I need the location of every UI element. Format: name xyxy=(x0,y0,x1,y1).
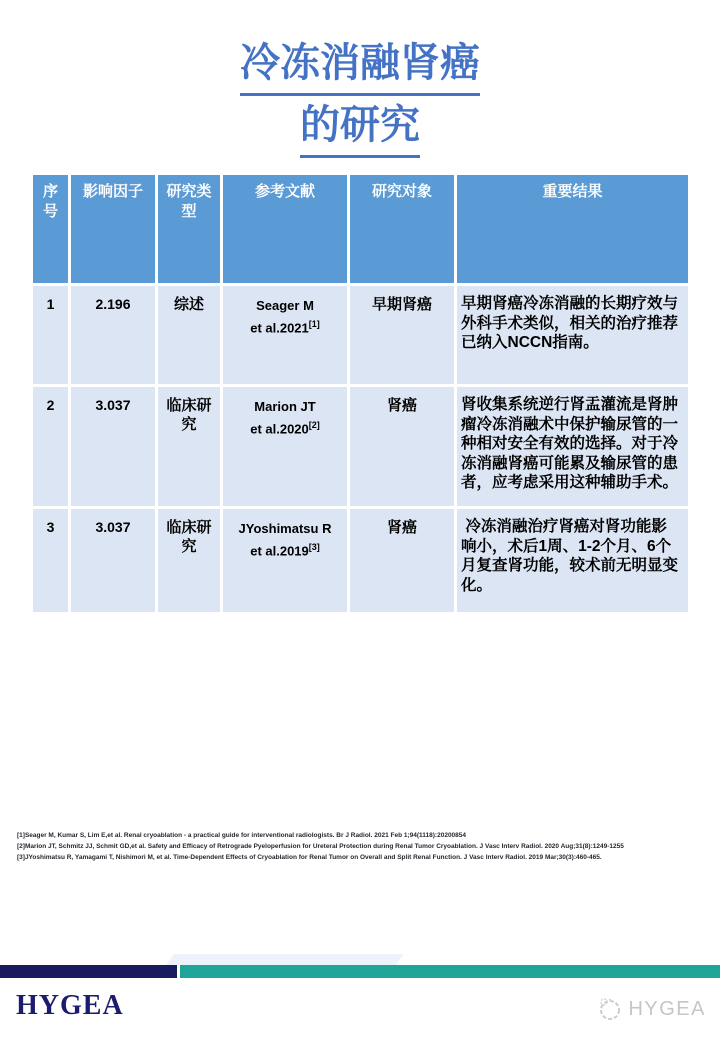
header-cell-impact-factor: 影响因子 xyxy=(71,175,155,283)
table-row-1-key-result: 早期肾癌冷冻消融的长期疗效与外科手术类似，相关的治疗推荐已纳入NCCN指南。 xyxy=(457,286,688,384)
table-row-2-no: 2 xyxy=(33,387,68,506)
reference-year: et al.2021 xyxy=(250,320,309,336)
table-row-2-subject: 肾癌 xyxy=(350,387,454,506)
table-row-3-key-result: 冷冻消融治疗肾癌对肾功能影响小，术后1周、1-2个月、6个月复查肾功能，较术前无明显变化。 xyxy=(457,509,688,612)
footer-flare-shape xyxy=(166,954,404,965)
footer-bar xyxy=(0,965,720,978)
table-row-2-key-result: 肾收集系统逆行肾盂灌流是肾肿瘤冷冻消融术中保护输尿管的一种相对安全有效的选择。对于冷冻消融肾癌可能累及输尿管的患者，应考虑采用这种辅助手术。 xyxy=(457,387,688,506)
table-row-1-study-type: 综述 xyxy=(158,286,220,384)
reference-citation-sup: [1] xyxy=(308,319,320,329)
table-row-2-reference xyxy=(223,387,347,506)
footnote-2: [2]Marion JT, Schmitz JJ, Schmit GD,et al. Safety and Efficacy of Retrograde Pyeloperfusion for Ureteral Protection during Renal Tumor Cryoablation. J Vasc Interv Radiol. 2020 Aug;31(8):1249-1255 xyxy=(17,842,624,850)
reference-citation-sup: [2] xyxy=(308,420,320,430)
table-row-1-subject: 早期肾癌 xyxy=(350,286,454,384)
reference-table xyxy=(33,175,688,612)
table-row-1-impact-factor: 2.196 xyxy=(71,286,155,384)
footer-bar-teal-segment xyxy=(180,965,720,978)
header-cell-reference: 参考文献 xyxy=(223,175,347,283)
watermark-text: HYGEA xyxy=(628,997,706,1020)
footnotes xyxy=(17,831,707,863)
header-cell-subject: 研究对象 xyxy=(350,175,454,283)
footnote-3: [3]JYoshimatsu R, Yamagami T, Nishimori M, et al. Time-Dependent Effects of Cryoablation for Renal Tumor on Overall and Split Renal Function. J Vasc Interv Radiol. 2019 Mar;30(3):460-465. xyxy=(17,853,602,861)
reference-author: Marion JT xyxy=(254,399,316,414)
footnote-1: [1]Seager M, Kumar S, Lim E,et al. Renal cryoablation - a practical guide for interventional radiologists. Br J Radiol. 2021 Feb 1;94(1118):20200854 xyxy=(17,832,467,839)
page-title-text-2: 的研究 xyxy=(300,96,420,158)
reference-author: Seager M xyxy=(256,298,314,313)
table-row-3-subject: 肾癌 xyxy=(350,509,454,612)
table-row-2-impact-factor: 3.037 xyxy=(71,387,155,506)
table-row-1-no: 1 xyxy=(33,286,68,384)
table-row-3-impact-factor: 3.037 xyxy=(71,509,155,612)
reference-year: et al.2019 xyxy=(250,543,309,559)
reference-year: et al.2020 xyxy=(250,421,309,437)
table-row-3-study-type: 临床研究 xyxy=(158,509,220,612)
header-cell-study-type: 研究类型 xyxy=(158,175,220,283)
header-cell-key-result: 重要结果 xyxy=(457,175,688,283)
watermark-emblem-icon xyxy=(596,996,622,1022)
page-title xyxy=(0,34,720,158)
reference-citation-sup: [3] xyxy=(308,542,320,552)
watermark-logo xyxy=(596,996,706,1022)
page-title-line-2 xyxy=(0,96,720,158)
table-row-2-study-type: 临床研究 xyxy=(158,387,220,506)
table-row-3-reference xyxy=(223,509,347,612)
table-row-1-reference xyxy=(223,286,347,384)
page-title-line-1 xyxy=(0,34,720,96)
table-row-3-no: 3 xyxy=(33,509,68,612)
header-cell-no: 序号 xyxy=(33,175,68,283)
brand-logo-text: HYGEA xyxy=(16,990,124,1021)
page-title-text-1: 冷冻消融肾癌 xyxy=(240,34,480,96)
footer-bar-navy-segment xyxy=(0,965,177,978)
reference-author: JYoshimatsu R xyxy=(238,521,332,536)
